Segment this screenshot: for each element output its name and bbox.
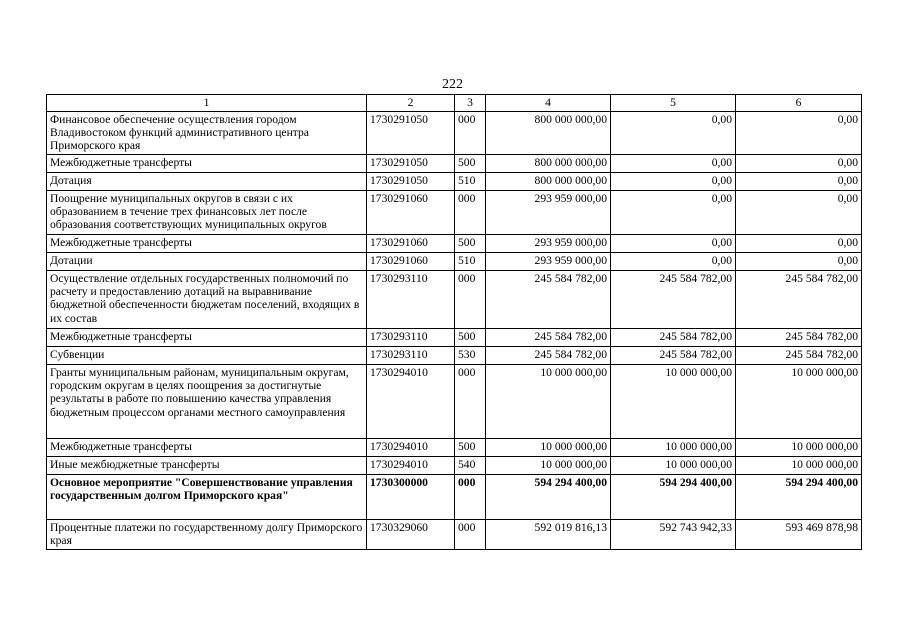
row-code: 1730291060 [367,191,455,235]
col-header-5: 5 [611,95,736,112]
row-value-col6: 10 000 000,00 [736,439,862,457]
row-value-col4: 10 000 000,00 [486,365,611,439]
row-name: Межбюджетные трансферты [47,235,367,253]
table-row [47,112,862,155]
table-row [47,520,862,550]
row-name: Субвенции [47,347,367,365]
row-value-col4: 245 584 782,00 [486,347,611,365]
row-value-col5: 10 000 000,00 [611,439,736,457]
table-row [47,191,862,235]
row-code: 1730291050 [367,155,455,173]
row-value-col6: 0,00 [736,235,862,253]
row-code: 1730300000 [367,475,455,520]
row-value-col5: 245 584 782,00 [611,329,736,347]
row-value-col4: 592 019 816,13 [486,520,611,550]
row-value-col4: 293 959 000,00 [486,253,611,271]
col-header-3: 3 [455,95,486,112]
row-value-col5: 594 294 400,00 [611,475,736,520]
row-value-col5: 0,00 [611,112,736,155]
row-type: 540 [455,457,486,475]
row-value-col5: 10 000 000,00 [611,365,736,439]
row-name: Финансовое обеспечение осуществления городом Владивостоком функций административного центра Приморского края [47,112,367,155]
row-name: Процентные платежи по государственному долгу Приморского края [47,520,367,550]
row-value-col5: 0,00 [611,173,736,191]
row-value-col6: 245 584 782,00 [736,329,862,347]
row-name: Дотация [47,173,367,191]
row-type: 000 [455,191,486,235]
col-header-2: 2 [367,95,455,112]
row-type: 510 [455,173,486,191]
row-type: 510 [455,253,486,271]
row-value-col6: 10 000 000,00 [736,457,862,475]
col-header-4: 4 [486,95,611,112]
row-value-col4: 800 000 000,00 [486,173,611,191]
row-value-col5: 245 584 782,00 [611,347,736,365]
page-number: 222 [442,77,463,92]
row-name: Межбюджетные трансферты [47,155,367,173]
row-value-col6: 594 294 400,00 [736,475,862,520]
row-name: Межбюджетные трансферты [47,329,367,347]
table-row [47,457,862,475]
row-code: 1730291050 [367,112,455,155]
table-row [47,155,862,173]
row-name: Гранты муниципальным районам, муниципальным округам, городским округам в целях поощрения за достигнутые результаты в работе по повышению качества управления бюджетным процессом органами местного самоуправления [47,365,367,439]
row-value-col5: 592 743 942,33 [611,520,736,550]
row-type: 500 [455,329,486,347]
col-header-6: 6 [736,95,862,112]
row-value-col6: 245 584 782,00 [736,347,862,365]
row-code: 1730294010 [367,439,455,457]
table-row [47,347,862,365]
row-code: 1730293110 [367,329,455,347]
row-value-col6: 0,00 [736,173,862,191]
row-name: Поощрение муниципальных округов в связи с их образованием в течение трех финансовых лет после образования соответствующих муниципальных округов [47,191,367,235]
row-name: Межбюджетные трансферты [47,439,367,457]
row-name: Основное мероприятие "Совершенствование управления государственным долгом Приморского края" [47,475,367,520]
table-row [47,173,862,191]
row-type: 530 [455,347,486,365]
row-type: 500 [455,235,486,253]
row-name: Дотации [47,253,367,271]
row-value-col5: 0,00 [611,155,736,173]
row-value-col4: 594 294 400,00 [486,475,611,520]
row-value-col5: 10 000 000,00 [611,457,736,475]
row-code: 1730294010 [367,457,455,475]
row-value-col4: 10 000 000,00 [486,439,611,457]
table-row [47,475,862,520]
table-row [47,365,862,439]
col-header-1: 1 [47,95,367,112]
row-value-col4: 800 000 000,00 [486,155,611,173]
header-row [47,95,862,112]
row-code: 1730293110 [367,347,455,365]
row-type: 500 [455,155,486,173]
row-value-col6: 245 584 782,00 [736,271,862,329]
row-value-col4: 800 000 000,00 [486,112,611,155]
table-row [47,329,862,347]
table-row [47,253,862,271]
budget-table [46,94,862,550]
row-value-col5: 0,00 [611,253,736,271]
row-code: 1730329060 [367,520,455,550]
table-row [47,439,862,457]
row-value-col4: 293 959 000,00 [486,191,611,235]
row-type: 000 [455,475,486,520]
row-value-col5: 0,00 [611,191,736,235]
row-value-col5: 245 584 782,00 [611,271,736,329]
row-type: 000 [455,112,486,155]
row-code: 1730294010 [367,365,455,439]
row-value-col6: 10 000 000,00 [736,365,862,439]
row-code: 1730291060 [367,253,455,271]
row-type: 500 [455,439,486,457]
row-name: Осуществление отдельных государственных полномочий по расчету и предоставлению дотаций на выравнивание бюджетной обеспеченности бюджетам поселений, входящих в их состав [47,271,367,329]
row-code: 1730293110 [367,271,455,329]
row-value-col4: 10 000 000,00 [486,457,611,475]
row-code: 1730291050 [367,173,455,191]
row-type: 000 [455,520,486,550]
row-value-col4: 293 959 000,00 [486,235,611,253]
row-value-col4: 245 584 782,00 [486,329,611,347]
row-value-col6: 593 469 878,98 [736,520,862,550]
table-row [47,271,862,329]
row-value-col5: 0,00 [611,235,736,253]
row-value-col6: 0,00 [736,191,862,235]
row-type: 000 [455,271,486,329]
row-value-col6: 0,00 [736,155,862,173]
row-value-col6: 0,00 [736,253,862,271]
row-value-col6: 0,00 [736,112,862,155]
row-value-col4: 245 584 782,00 [486,271,611,329]
row-code: 1730291060 [367,235,455,253]
table-row [47,235,862,253]
row-type: 000 [455,365,486,439]
row-name: Иные межбюджетные трансферты [47,457,367,475]
